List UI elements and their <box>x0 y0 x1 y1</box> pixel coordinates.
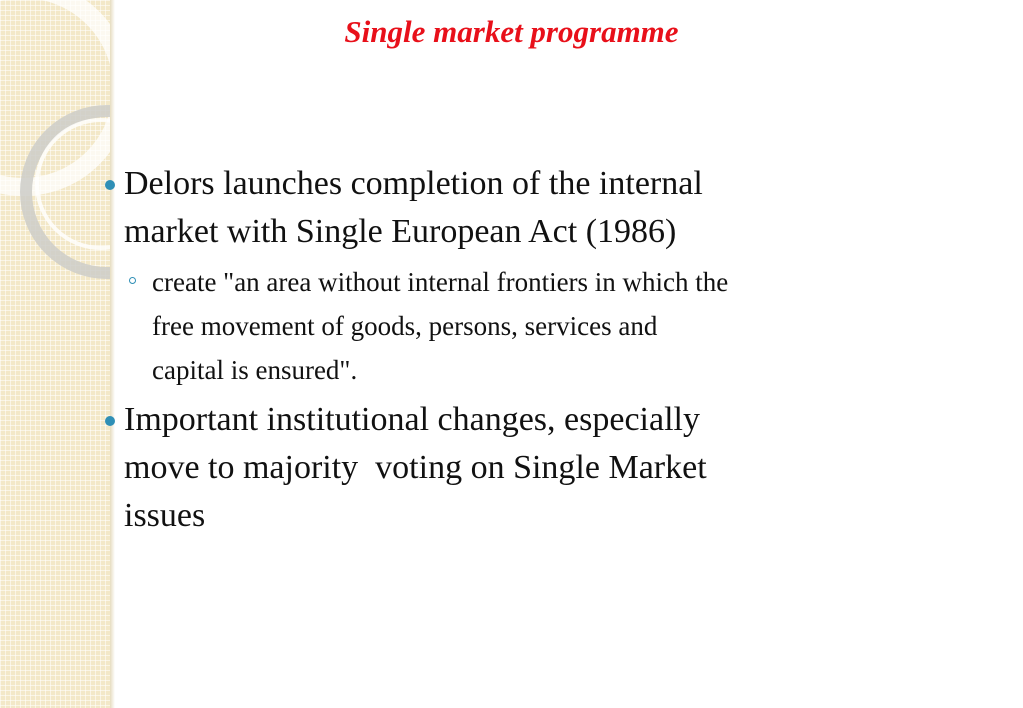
bullet-text-line: Important institutional changes, especially <box>124 401 700 438</box>
slide-title: Single market programme <box>344 14 679 49</box>
sub-bullet-circle-icon <box>129 277 136 284</box>
bullet-text-line: Delors launches completion of the internal <box>124 165 703 202</box>
slide-content <box>100 160 950 540</box>
bullet-text-line: issues <box>124 497 206 534</box>
sub-bullet-text-line: capital is ensured". <box>152 355 358 385</box>
bullet-item <box>100 160 950 256</box>
bullet-dot-icon <box>105 180 115 190</box>
sub-bullet-text-line: create "an area without internal frontiers in which the <box>152 267 729 297</box>
bullet-item <box>100 396 950 540</box>
decorative-side-panel <box>0 0 110 708</box>
bullet-dot-icon <box>105 416 115 426</box>
bullet-text-line: move to majority voting on Single Market <box>124 449 707 486</box>
sub-bullet-text-line: free movement of goods, persons, services and <box>152 311 658 341</box>
bullet-text-line: market with Single European Act (1986) <box>124 213 677 250</box>
sub-bullet-item <box>100 260 950 392</box>
